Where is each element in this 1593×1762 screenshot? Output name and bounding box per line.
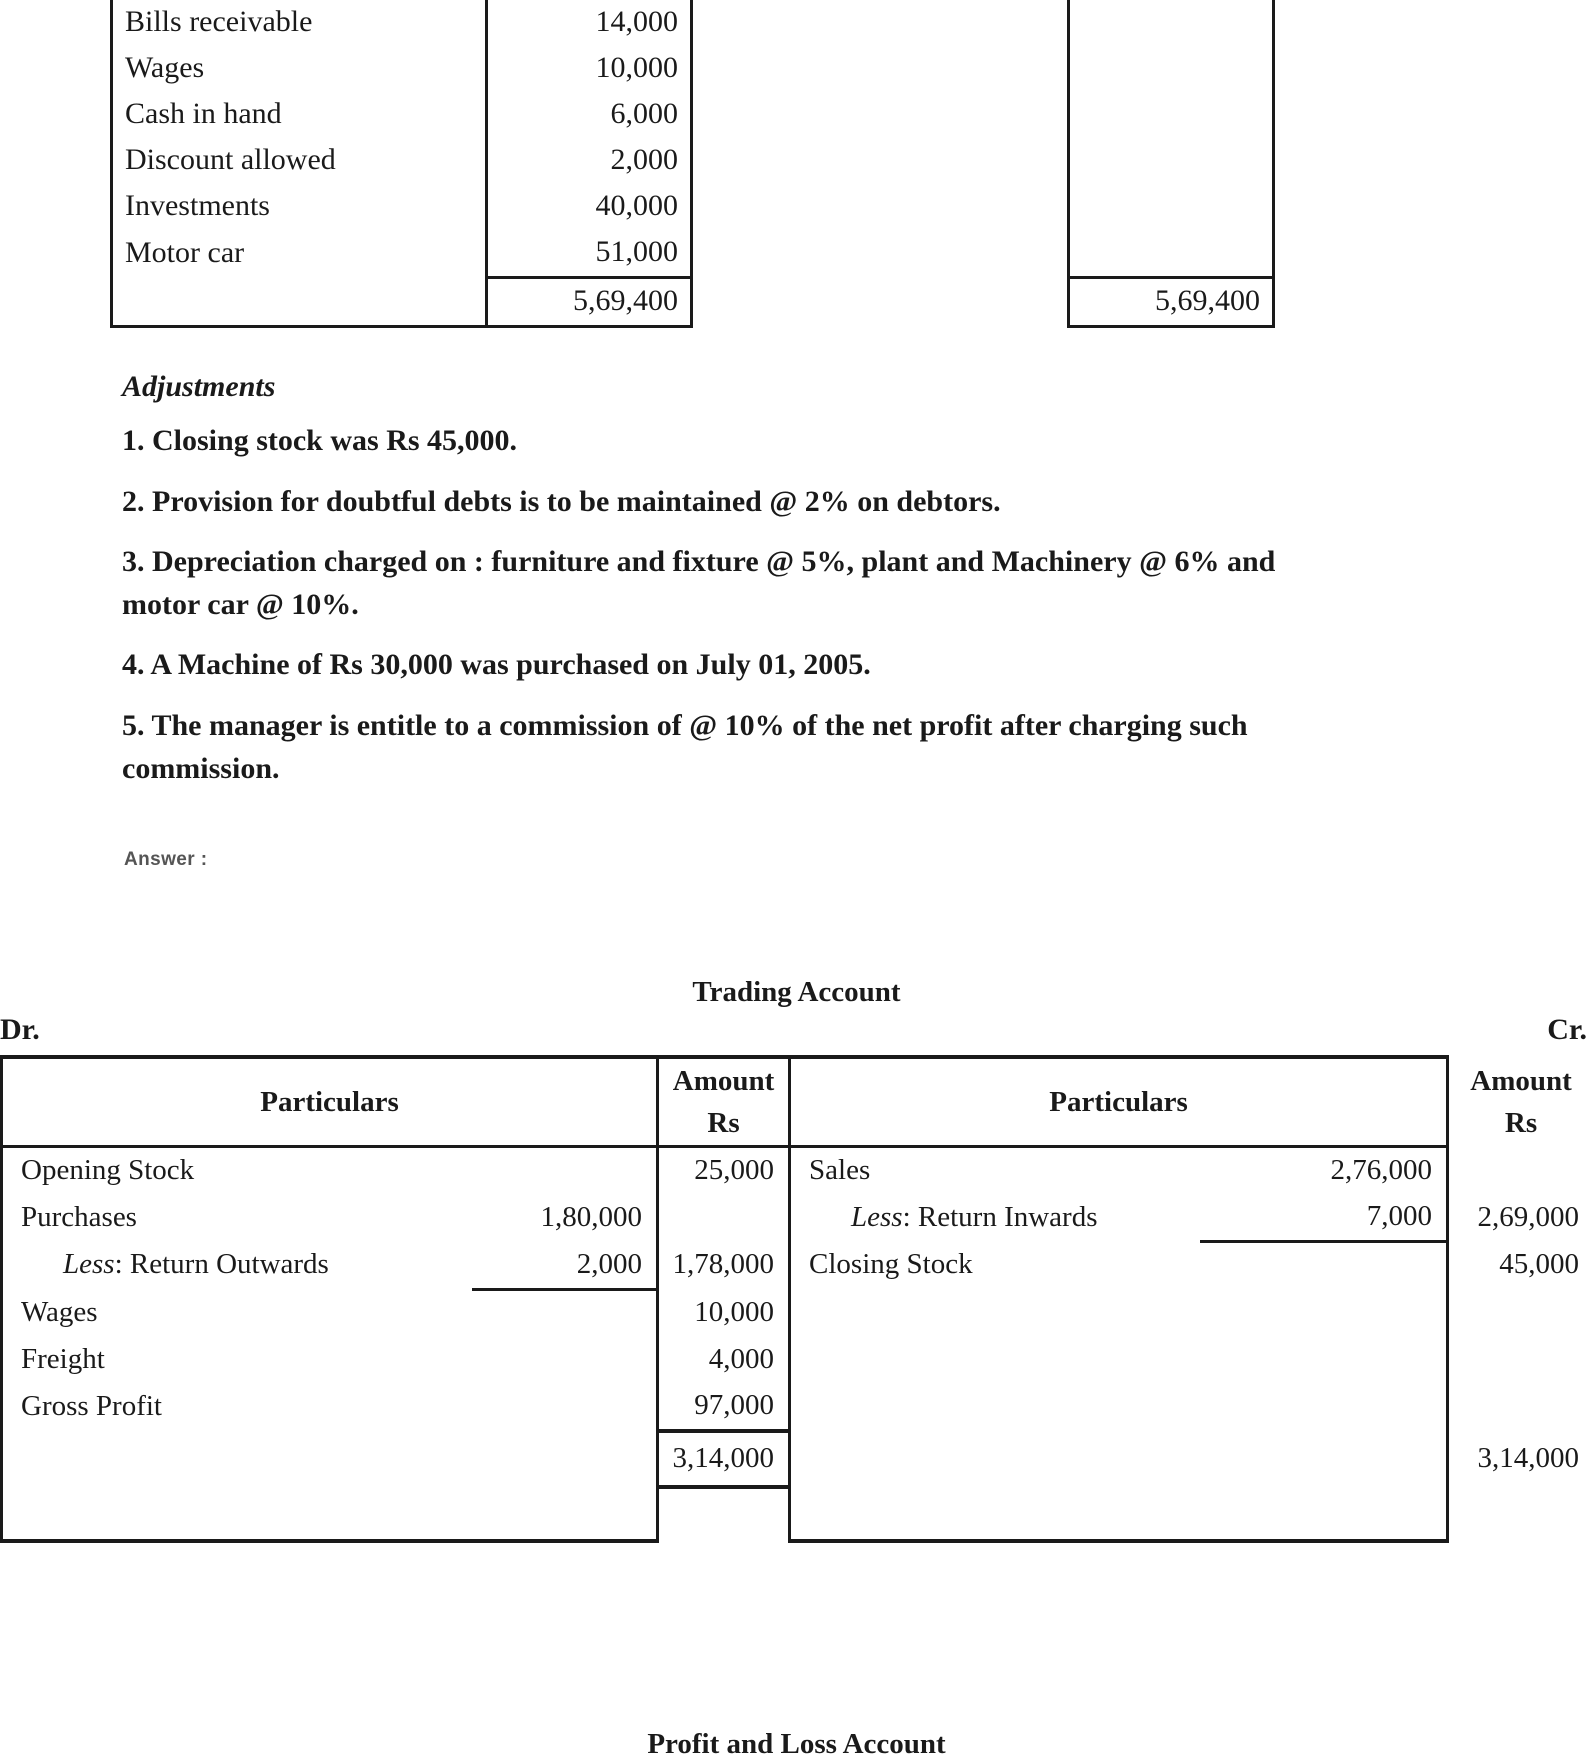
tb-row-name: Investments (112, 184, 487, 230)
debit-sub-amount: 1,80,000 (540, 1200, 643, 1233)
table-row (2, 1289, 1593, 1337)
debit-amount: 25,000 (658, 1147, 790, 1195)
credit-total-sub-spacer (1200, 1431, 1448, 1487)
tb-row-debit: 51,000 (487, 230, 692, 278)
credit-sub-amount (1200, 1242, 1448, 1290)
header-amount-debit (658, 1057, 790, 1147)
debit-particular: Freight (2, 1337, 472, 1383)
header-amount-credit-line1: Amount (1470, 1064, 1572, 1097)
total-sub-spacer (472, 1431, 658, 1487)
tail-cell (790, 1487, 1200, 1541)
debit-particular (2, 1242, 472, 1290)
credit-amount-empty (1448, 1289, 1593, 1337)
credit-particular (790, 1194, 1200, 1242)
tb-total-credit: 5,69,400 (1069, 278, 1274, 327)
debit-side-label: Dr. (0, 1013, 40, 1046)
tb-row-name: Cash in hand (112, 92, 487, 138)
tb-total-spacer (692, 278, 1069, 327)
adjustment-item: 3. Depreciation charged on : furniture and fixture @ 5%, plant and Machinery @ 6% and motor car @ 10%. (122, 545, 1276, 621)
trading-account-header-row (2, 1057, 1593, 1147)
tb-row-credit (1069, 92, 1274, 138)
trading-account-tail-row (2, 1487, 1593, 1541)
adjustment-item: 4. A Machine of Rs 30,000 was purchased on July 01, 2005. (122, 648, 871, 682)
credit-particular: Closing Stock (809, 1248, 973, 1281)
credit-sub-amount: 7,000 (1200, 1194, 1448, 1242)
debit-total: 3,14,000 (658, 1431, 790, 1487)
tb-row-debit: 6,000 (487, 92, 692, 138)
credit-particular: Sales (809, 1154, 871, 1186)
debit-amount: 4,000 (658, 1337, 790, 1383)
tail-cell-amount (658, 1487, 790, 1541)
tb-row-debit: 10,000 (487, 46, 692, 92)
table-row (112, 138, 1274, 184)
debit-particular: Opening Stock (2, 1147, 472, 1195)
tb-row-credit (1069, 138, 1274, 184)
tb-row-debit: 2,000 (487, 138, 692, 184)
tb-row-name: Wages (112, 46, 487, 92)
debit-particular: Wages (2, 1289, 472, 1337)
credit-amount-empty (1448, 1337, 1593, 1383)
credit-particular-text: : Return Inwards (902, 1200, 1098, 1233)
tb-row-name: Bills receivable (112, 0, 487, 46)
tb-row-debit: 14,000 (487, 0, 692, 46)
answer-label: Answer : (124, 849, 208, 870)
header-amount-credit (1448, 1057, 1593, 1147)
header-amount-credit-line2: Rs (1504, 1106, 1538, 1139)
tb-row-credit (1069, 46, 1274, 92)
total-label-spacer (2, 1431, 472, 1487)
credit-particular-empty (790, 1289, 1200, 1337)
table-row (2, 1383, 1593, 1431)
credit-side-label: Cr. (1547, 1013, 1587, 1046)
tail-cell (2, 1487, 472, 1541)
debit-particular: Gross Profit (2, 1383, 472, 1431)
less-prefix: Less (851, 1200, 903, 1233)
trading-account-table-wrap (0, 1055, 1593, 1543)
adjustment-item: 2. Provision for doubtful debts is to be maintained @ 2% on debtors. (122, 484, 1001, 518)
credit-amount: 2,69,000 (1477, 1200, 1580, 1233)
header-particulars-credit: Particulars (790, 1057, 1448, 1147)
credit-amount (1448, 1147, 1593, 1195)
tb-row-spacer (692, 230, 1069, 278)
table-row (2, 1194, 1593, 1242)
trading-account-table (0, 1055, 1593, 1543)
table-row (2, 1147, 1593, 1195)
adjustment-item: 5. The manager is entitle to a commission of @ 10% of the net profit after charging such commission. (122, 708, 1248, 785)
credit-particular-empty (790, 1383, 1200, 1431)
header-amount-debit-line2: Rs (707, 1107, 740, 1139)
tb-row-debit: 40,000 (487, 184, 692, 230)
credit-sub-amount-empty (1200, 1383, 1448, 1431)
adjustments-section (122, 370, 1302, 808)
debit-sub-amount (472, 1383, 658, 1431)
debit-sub-amount: 2,000 (472, 1242, 658, 1290)
tb-row-credit (1069, 230, 1274, 278)
credit-total-label-spacer (790, 1431, 1200, 1487)
tb-row-name: Motor car (112, 230, 487, 278)
credit-sub-amount: 2,76,000 (1200, 1147, 1448, 1195)
adjustment-item: 1. Closing stock was Rs 45,000. (122, 424, 518, 457)
tb-row-spacer (692, 46, 1069, 92)
table-row (112, 0, 1274, 46)
table-row (112, 230, 1274, 278)
tb-row-credit (1069, 0, 1274, 46)
less-prefix: Less (63, 1248, 115, 1281)
debit-amount (658, 1194, 790, 1242)
debit-amount: 10,000 (658, 1289, 790, 1337)
trial-balance-table (110, 0, 1275, 328)
tail-cell (1448, 1487, 1593, 1541)
debit-sub-amount (472, 1147, 658, 1195)
tb-row-spacer (692, 138, 1069, 184)
header-amount-debit-line1: Amount (672, 1064, 775, 1097)
credit-amount: 45,000 (1499, 1248, 1580, 1281)
debit-particular-text: : Return Outwards (114, 1248, 329, 1281)
debit-sub-amount (472, 1289, 658, 1337)
debit-amount: 97,000 (658, 1383, 790, 1431)
credit-total: 3,14,000 (1477, 1442, 1580, 1474)
debit-sub-amount (472, 1337, 658, 1383)
trading-account-title: Trading Account (692, 976, 901, 1008)
credit-sub-amount-empty (1200, 1337, 1448, 1383)
table-row (112, 92, 1274, 138)
tb-row-credit (1069, 184, 1274, 230)
trial-balance-total-row (112, 278, 1274, 327)
debit-amount: 1,78,000 (658, 1242, 790, 1290)
tb-row-spacer (692, 0, 1069, 46)
credit-amount-empty (1448, 1383, 1593, 1431)
profit-and-loss-title: Profit and Loss Account (647, 1728, 946, 1760)
credit-particular-empty (790, 1337, 1200, 1383)
table-row (2, 1337, 1593, 1383)
adjustments-title: Adjustments (122, 370, 276, 403)
tb-row-name: Discount allowed (112, 138, 487, 184)
debit-particular: Purchases (2, 1194, 472, 1242)
trading-account-drcr (0, 1013, 1593, 1047)
table-row (112, 184, 1274, 230)
table-row (112, 46, 1274, 92)
tb-total-name (112, 278, 487, 327)
tb-row-spacer (692, 92, 1069, 138)
table-row (2, 1242, 1593, 1290)
trading-account-total-row (2, 1431, 1593, 1487)
header-particulars-debit: Particulars (2, 1057, 658, 1147)
tail-cell (472, 1487, 658, 1541)
tb-row-spacer (692, 184, 1069, 230)
credit-sub-amount-empty (1200, 1289, 1448, 1337)
tb-total-debit: 5,69,400 (487, 278, 692, 327)
trial-balance-fragment (110, 0, 1260, 328)
tail-cell (1200, 1487, 1448, 1541)
